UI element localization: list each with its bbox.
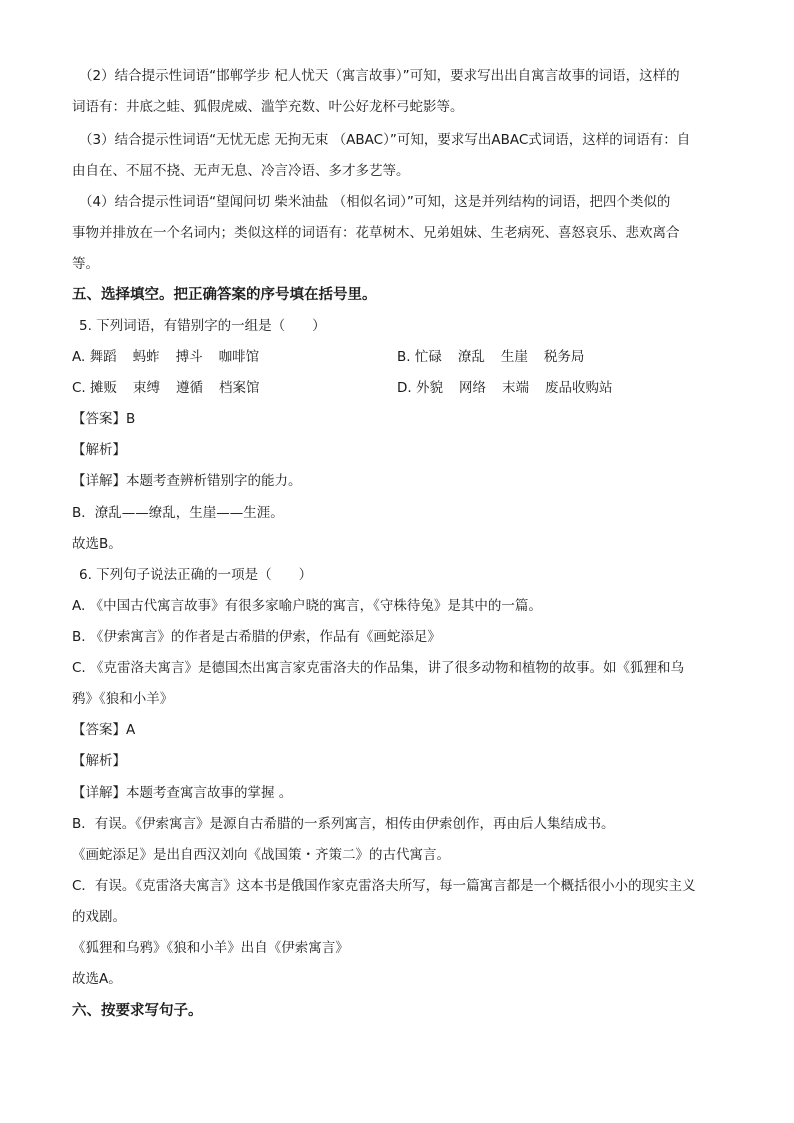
text-line: （3）结合提示性词语“无忧无虑 无拘无束 （ABAC）”可知，要求写出ABAC式词语，这样的词语有：自 <box>79 132 691 148</box>
analysis-label: 【解析】 <box>72 753 126 769</box>
text-line: 词语有：井底之蛙、狐假虎威、滥竽充数、叶公好龙杯弓蛇影等。 <box>72 99 464 115</box>
section-heading-5: 五、选择填空。把正确答案的序号填在括号里。 <box>72 287 377 303</box>
analysis-label: 【解析】 <box>72 442 126 458</box>
option-b: B. 忙碌 潦乱 生崖 税务局 <box>397 349 585 365</box>
answer-6: 【答案】A <box>72 722 136 738</box>
answer-5: 【答案】B <box>72 411 136 427</box>
text-line: 事物并排放在一个名词内；类似这样的词语有：花草树木、兄弟姐妹、生老病死、喜怒哀乐、悲欢离合 <box>72 225 680 241</box>
section-heading-6: 六、按要求写句子。 <box>72 1003 203 1019</box>
option-a: A. 舞蹈 蚂蚱 搏斗 咖啡馆 <box>72 349 260 365</box>
explanation-line: 《狐狸和乌鸦》《狼和小羊》出自《伊索寓言》 <box>72 940 349 956</box>
explanation-line: 故选B。 <box>72 536 122 552</box>
option-a: A. 《中国古代寓言故事》有很多家喻户晓的寓言，《守株待兔》是其中的一篇。 <box>72 598 542 614</box>
question-5: 5. 下列词语，有错别字的一组是（ ） <box>79 318 326 334</box>
detail-5: 【详解】本题考查辨析错别字的能力。 <box>72 473 302 489</box>
explanation-line: C．有误。《克雷洛夫寓言》这本书是俄国作家克雷洛夫所写，每一篇寓言都是一个概括很小小的现实主义 <box>72 878 696 894</box>
text-line: 由自在、不屈不挠、无声无息、冷言冷语、多才多艺等。 <box>72 163 410 179</box>
option-c: C. 摊贩 束缚 遵循 档案馆 <box>72 380 260 396</box>
explanation-line: B．潦乱——缭乱，生崖——生涯。 <box>72 505 284 521</box>
explanation-line: 的戏剧。 <box>72 909 126 925</box>
option-b: B. 《伊索寓言》的作者是古希腊的伊索，作品有《画蛇添足》 <box>72 629 441 645</box>
question-6: 6. 下列句子说法正确的一项是（ ） <box>79 567 313 583</box>
text-line: 等。 <box>72 256 99 272</box>
explanation-line: B．有误。《伊索寓言》是源自古希腊的一系列寓言，相传由伊索创作，再由后人集结成书。 <box>72 816 615 832</box>
explanation-line: 《画蛇添足》是出自西汉刘向《战国策・齐策二》的古代寓言。 <box>72 847 450 863</box>
text-line: （4）结合提示性词语“望闻问切 柴米油盐 （相似名词）”可知，这是并列结构的词语，把四个类似的 <box>79 194 671 210</box>
detail-6: 【详解】本题考查寓言故事的掌握 。 <box>72 785 293 801</box>
option-d: D. 外貌 网络 末端 废品收购站 <box>397 380 613 396</box>
option-c: C. 《克雷洛夫寓言》是德国杰出寓言家克雷洛夫的作品集，讲了很多动物和植物的故事。如《狐狸和乌 <box>72 660 685 676</box>
explanation-line: 故选A。 <box>72 971 122 987</box>
option-c-cont: 鸦》《狼和小羊》 <box>72 691 174 707</box>
text-line: （2）结合提示性词语“邯郸学步 杞人忧天（寓言故事）”可知，要求写出出自寓言故事的词语，这样的 <box>79 68 680 84</box>
